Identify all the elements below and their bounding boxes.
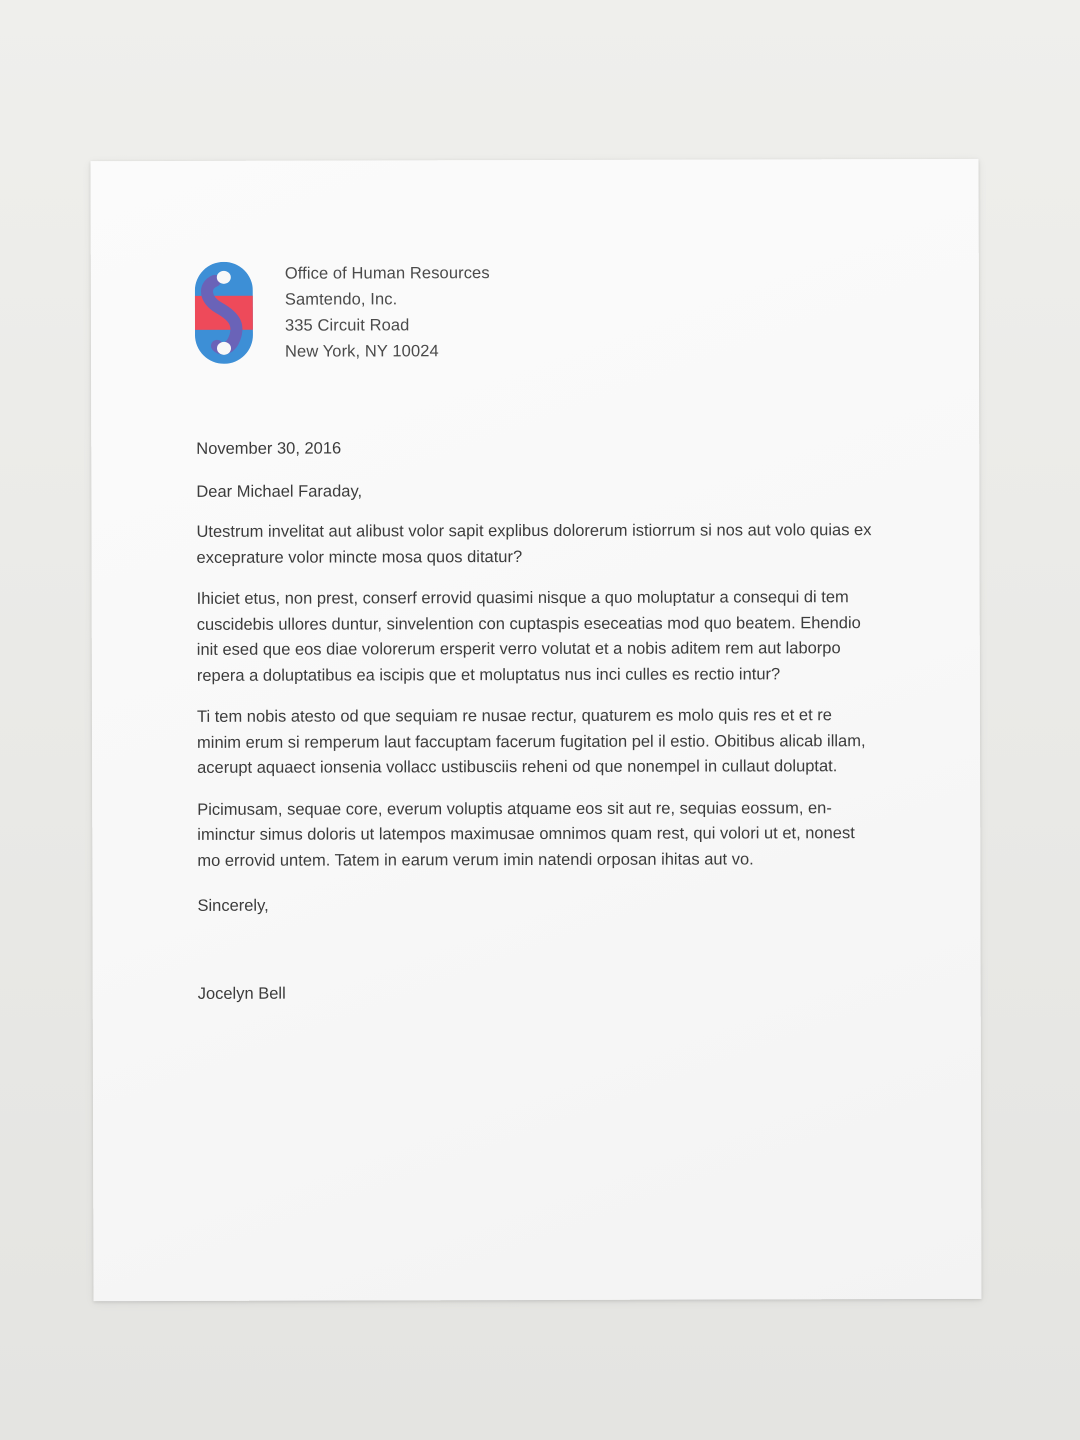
address-line: Samtendo, Inc.: [284, 290, 398, 309]
letter-date: November 30, 2016: [196, 439, 342, 458]
letter-paragraph: Ti tem nobis atesto od que sequiam re nusae rectur, quaturem es molo quis res et et re minim erum si remperum laut faccuptam facerum fugitation pel il estio. Obitibus alicab illam, acerupt aquaect ionsenia vollacc ustibusciis reheni od que nonempel in cullaut doluptat.: [196, 706, 866, 777]
letter-paragraph: Utestrum invelitat aut alibust volor sapit explibus dolorerum istiorrum si nos aut volo quias ex excepratur​e volor mincte mosa quos ditatur?: [196, 521, 872, 567]
letter-body: [196, 435, 877, 1007]
letter-paragraph: Picimusam, sequae core, everum voluptis atquame eos sit aut re, sequias eossum, en-iminctur simus doloris ut latempos maximusae omnimos quam rest, qui volori ut et, nonest mo errovid untem. Tatem in earum verum imin natendi orposan ihitas aut vo.: [197, 798, 855, 870]
letter-paper: [91, 159, 982, 1301]
letter-closing: Sincerely,: [197, 896, 269, 915]
address-line: Office of Human Resources: [284, 264, 490, 283]
signature-name: Jocelyn Bell: [197, 984, 286, 1003]
address-line: New York, NY 10024: [284, 342, 439, 361]
samtendo-s-logo-icon: [195, 262, 253, 364]
letter-salutation: Dear Michael Faraday,: [196, 481, 363, 501]
letterhead-address: [285, 260, 490, 365]
letter-paragraph: Ihiciet etus, non prest, conserf errovid quasimi nisque a quo moluptatur a consequi di tem cuscidebis ullores duntur, sinvelention con cuptaspis eseceatias mod quo beatem. Ehendio init esed que eos diae volorerum ersperit verro volutat et a nobis aditem rem aut laborpo repera a doluptatibus ea iscipis que et moluptatus nus inci culles es rectio intur?: [196, 588, 861, 685]
address-line: 335 Circuit Road: [284, 316, 410, 335]
